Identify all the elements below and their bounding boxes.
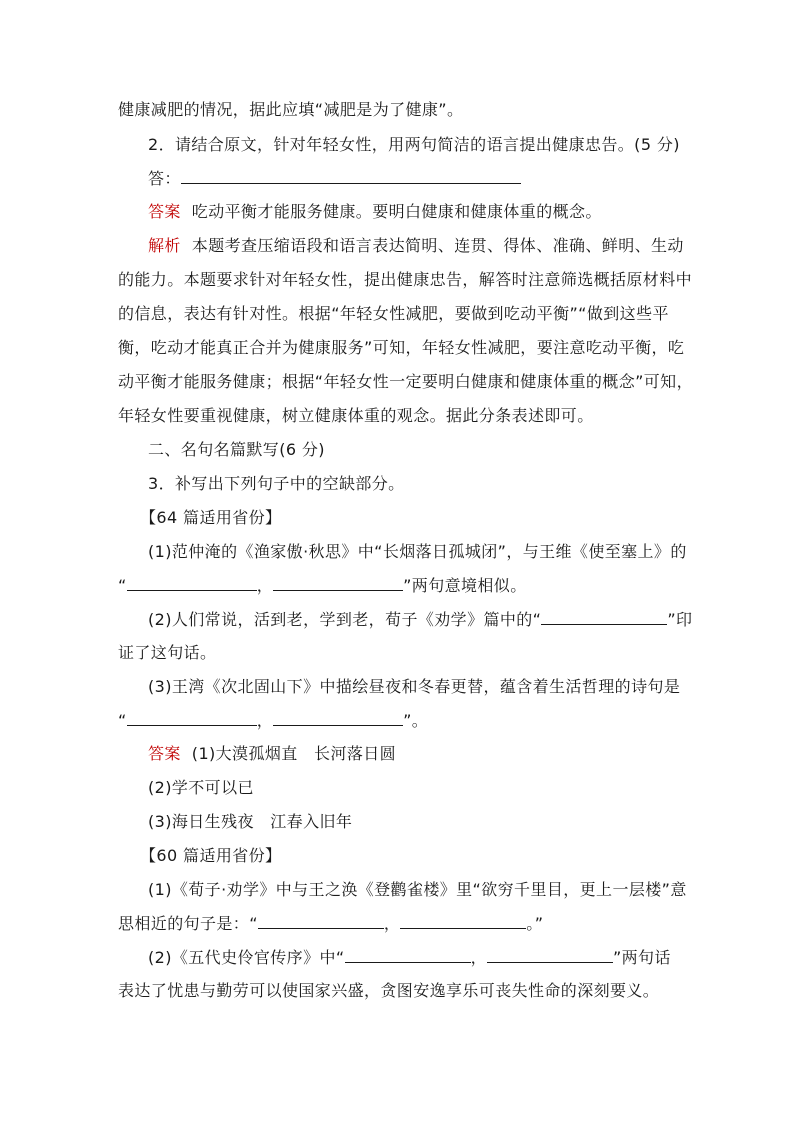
fill-blank[interactable]: [273, 710, 403, 726]
analysis-line-2: 的能力。本题要求针对年轻女性，提出健康忠告，解答时注意筛选概括原材料中: [118, 270, 693, 289]
item-text: (2)《五代史伶官传序》中“: [148, 948, 345, 967]
answer-64-line-1: [148, 744, 684, 764]
answer-64-line-3: (3)海日生残夜 江春入旧年: [148, 812, 353, 831]
q60-item-1-line-2: [118, 913, 684, 934]
q60-item-2-line-2: 表达了忧患与勤劳可以使国家兴盛，贪图安逸享乐可丧失性命的深刻要义。: [118, 981, 660, 1000]
section-title: 二、名句名篇默写(6 分): [148, 440, 325, 459]
item-text: 。”: [526, 914, 544, 933]
fill-blank[interactable]: [487, 947, 613, 963]
q60-item-2-line-1: [148, 947, 684, 968]
analysis-line-3: 的信息，表达有针对性。根据“年轻女性减肥，要做到吃动平衡”“做到这些平: [118, 304, 669, 323]
item-text: 思相近的句子是：“: [118, 914, 258, 933]
close-quote-text: ”。: [403, 711, 429, 730]
question-3: 3．补写出下列句子中的空缺部分。: [148, 474, 405, 493]
answer-blank[interactable]: [181, 168, 521, 184]
fill-blank[interactable]: [345, 947, 471, 963]
q60-item-1-line-1: (1)《荀子·劝学》中与王之涣《登鹳雀楼》里“欲穷千里目，更上一层楼”意: [148, 880, 687, 899]
item-text: (2)人们常说，活到老，学到老，荀子《劝学》篇中的“: [148, 610, 542, 629]
question-2: 2．请结合原文，针对年轻女性，用两句简洁的语言提出健康忠告。(5 分): [148, 135, 680, 154]
comma: ，: [256, 576, 274, 595]
answer-label: 答案: [148, 744, 181, 763]
answer-label: 答案: [148, 202, 181, 221]
answer-2: [148, 202, 684, 222]
fill-blank[interactable]: [258, 913, 384, 929]
answer-text: (1)大漠孤烟直 长河落日圆: [191, 744, 397, 763]
tag-60: 【60 篇适用省份】: [140, 846, 282, 865]
analysis-line-5: 动平衡才能服务健康；根据“年轻女性一定要明白健康和健康体重的概念”可知，: [118, 372, 693, 391]
comma: ，: [383, 914, 401, 933]
q3-item-2-line-1: [148, 609, 693, 630]
analysis-label: 解析: [148, 236, 181, 255]
fill-blank[interactable]: [127, 710, 257, 726]
fill-blank[interactable]: [541, 609, 667, 625]
item-text: ”两句话: [612, 948, 671, 967]
fill-blank[interactable]: [127, 575, 257, 591]
paragraph-line: 健康减肥的情况，据此应填“减肥是为了健康”。: [118, 100, 464, 119]
answer-text: 吃动平衡才能服务健康。要明白健康和健康体重的概念。: [191, 202, 602, 221]
fill-blank[interactable]: [273, 575, 403, 591]
close-quote-text: ”两句意境相似。: [403, 576, 527, 595]
open-quote: “: [118, 711, 127, 730]
open-quote: “: [118, 576, 127, 595]
item-text: ”印: [667, 610, 693, 629]
analysis-line-1: [148, 236, 684, 256]
q3-item-3-line-1: (3)王湾《次北固山下》中描绘昼夜和冬春更替，蕴含着生活哲理的诗句是: [148, 677, 681, 696]
answer-prefix: 答：: [148, 169, 181, 188]
answer-64-line-2: (2)学不可以已: [148, 778, 254, 797]
analysis-text: 本题考查压缩语段和语言表达简明、连贯、得体、准确、鲜明、生动: [191, 236, 684, 255]
tag-64: 【64 篇适用省份】: [140, 508, 282, 527]
comma: ，: [256, 711, 274, 730]
fill-blank[interactable]: [400, 913, 526, 929]
q3-item-2-line-2: 证了这句话。: [118, 643, 217, 662]
q3-item-1-line-2: [118, 575, 684, 596]
comma: ，: [470, 948, 487, 967]
analysis-line-6: 年轻女性要重视健康，树立健康体重的观念。据此分条表述即可。: [118, 406, 594, 425]
analysis-line-4: 衡，吃动才能真正合并为健康服务”可知，年轻女性减肥，要注意吃动平衡，吃: [118, 338, 685, 357]
q3-item-1-line-1: (1)范仲淹的《渔家傲·秋思》中“长烟落日孤城闭”，与王维《使至塞上》的: [148, 542, 687, 561]
answer-line: [148, 168, 684, 189]
q3-item-3-line-2: [118, 710, 684, 731]
